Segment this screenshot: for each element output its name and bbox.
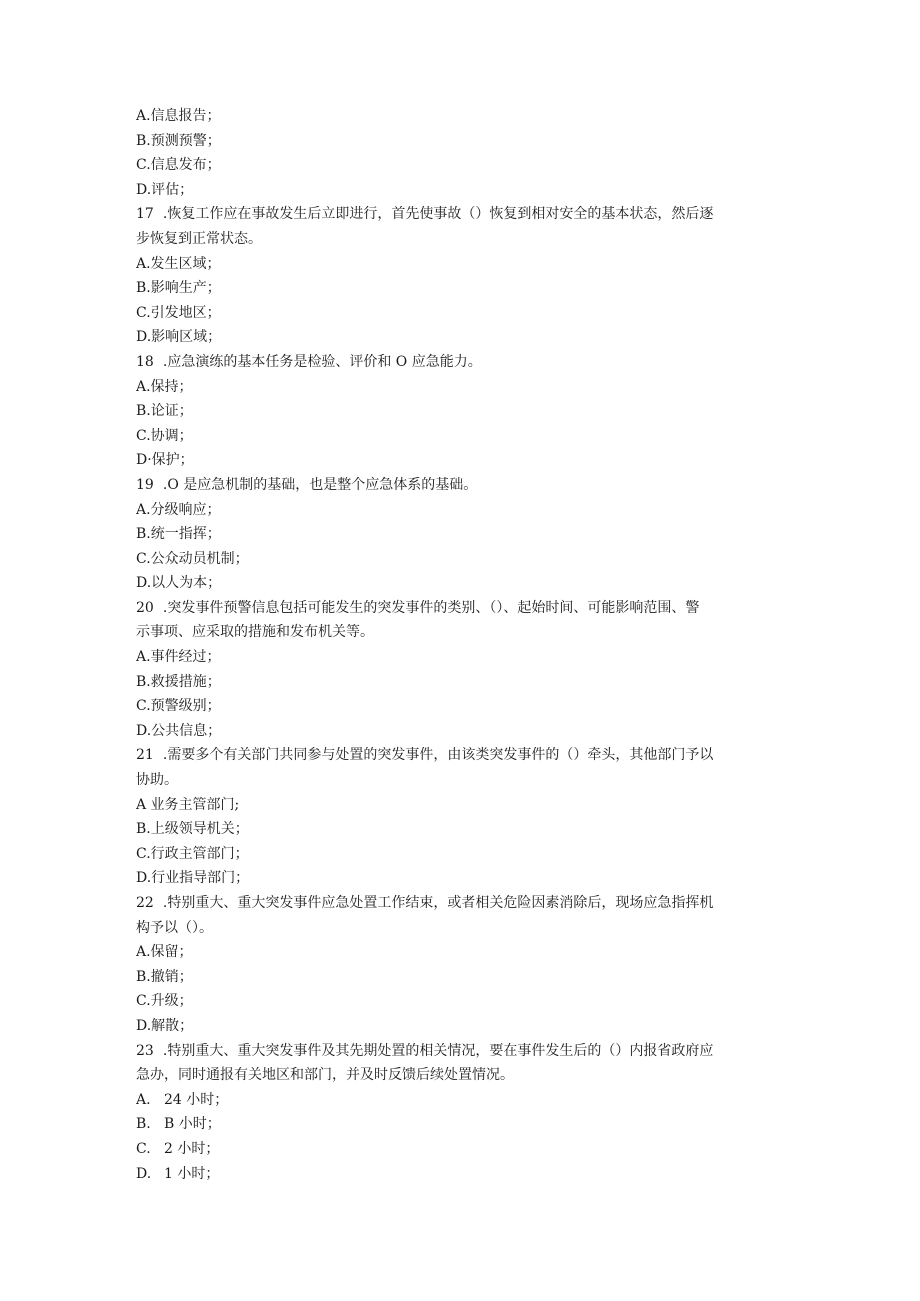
- answer-option: [136, 1162, 784, 1187]
- question-number: 23: [136, 1042, 154, 1059]
- question-number: 20: [136, 599, 154, 616]
- option-letter: A.: [136, 1091, 151, 1108]
- answer-option: [136, 1112, 784, 1137]
- question-number: 17: [136, 206, 154, 223]
- answer-option: A 业务主管部门;: [136, 796, 240, 813]
- question-text-continuation: 构予以（）。: [136, 919, 213, 936]
- answer-option: [136, 1137, 784, 1162]
- answer-option: D.解散；: [136, 1017, 194, 1034]
- answer-option: D.影响区域；: [136, 329, 222, 346]
- question-text: .恢复工作应在事故发生后立即进行，首先使事故（）恢复到相对安全的基本状态，然后逐: [162, 206, 714, 223]
- answer-option: C.引发地区；: [136, 304, 221, 321]
- answer-option: D.公共信息；: [136, 722, 222, 739]
- answer-option: B.影响生产；: [136, 280, 221, 297]
- option-letter: D.: [136, 1165, 152, 1182]
- answer-option: D.行业指导部门；: [136, 870, 250, 887]
- question-text-continuation: 示事项、应采取的措施和发布机关等。: [136, 624, 374, 641]
- option-letter: B.: [136, 1116, 151, 1133]
- answer-option: B.统一指挥；: [136, 526, 221, 543]
- answer-option: C.公众动员机制；: [136, 550, 249, 567]
- question-text: .特别重大、重大突发事件应急处置工作结束，或者相关危险因素消除后，现场应急指挥机: [162, 895, 714, 911]
- answer-option: B.撤销；: [136, 968, 193, 985]
- answer-option: A.事件经过；: [136, 649, 221, 666]
- answer-option: B.预测预警；: [136, 132, 221, 149]
- answer-option: C.升级；: [136, 993, 193, 1010]
- answer-option: B.论证；: [136, 403, 193, 420]
- answer-option: A.发生区域；: [136, 255, 221, 272]
- question-text: .O 是应急机制的基础，也是整个应急体系的基础。: [162, 476, 478, 493]
- option-text: 1 小时；: [164, 1165, 220, 1182]
- question-stem: [136, 473, 784, 498]
- question-number: 18: [136, 353, 154, 370]
- question-stem: [136, 350, 784, 375]
- question-number: 19: [136, 476, 154, 493]
- option-text: 24 小时；: [164, 1091, 229, 1108]
- question-number: 22: [136, 895, 154, 911]
- answer-option: A.保留；: [136, 944, 193, 961]
- answer-option: D.以人为本；: [136, 575, 222, 592]
- question-stem: [136, 202, 784, 227]
- question-number: 21: [136, 747, 154, 764]
- question-stem: [136, 743, 784, 768]
- answer-option: A.信息报告；: [136, 108, 221, 124]
- answer-option: [136, 1088, 784, 1113]
- answer-option: C.协调；: [136, 427, 193, 444]
- answer-option: C.行政主管部门；: [136, 845, 249, 862]
- question-stem: [136, 596, 784, 621]
- document-page: [136, 104, 784, 1186]
- question-text: .突发事件预警信息包括可能发生的突发事件的类别、（）、起始时间、可能影响范围、警: [162, 599, 700, 616]
- option-text: B 小时；: [164, 1116, 221, 1133]
- question-text: .需要多个有关部门共同参与处置的突发事件，由该类突发事件的（）牵头，其他部门予以: [162, 747, 714, 764]
- question-text-continuation: 步恢复到正常状态。: [136, 230, 262, 247]
- question-stem: [136, 1039, 784, 1064]
- answer-option: A.分级响应；: [136, 501, 221, 518]
- answer-option: C.预警级别；: [136, 698, 221, 715]
- answer-option: B.救援措施；: [136, 673, 221, 690]
- answer-option: D·保护；: [136, 452, 194, 469]
- answer-option: C.信息发布；: [136, 157, 221, 174]
- question-text: .特别重大、重大突发事件及其先期处置的相关情况，要在事件发生后的（）内报省政府应: [162, 1042, 714, 1059]
- question-stem: [136, 891, 784, 916]
- answer-option: D.评估；: [136, 181, 194, 198]
- question-text-continuation: 急办，同时通报有关地区和部门，并及时反馈后续处置情况。: [136, 1067, 514, 1084]
- answer-option: B.上级领导机关；: [136, 821, 249, 838]
- answer-option: A.保持；: [136, 378, 193, 395]
- question-text-continuation: 协助。: [136, 772, 178, 789]
- question-text: .应急演练的基本任务是检验、评价和 O 应急能力。: [162, 353, 482, 370]
- option-letter: C.: [136, 1140, 151, 1157]
- option-text: 2 小时；: [164, 1140, 220, 1157]
